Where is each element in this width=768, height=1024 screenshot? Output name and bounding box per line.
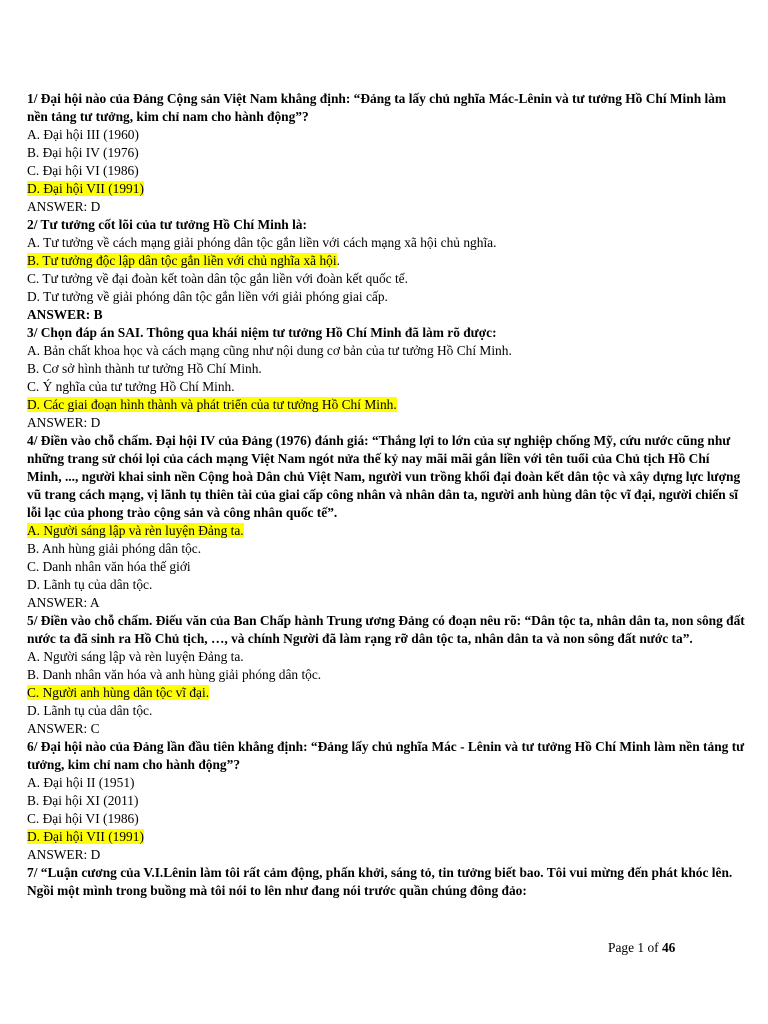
option-6b: B. Đại hội XI (2011) bbox=[27, 793, 139, 808]
option-6c: C. Đại hội VI (1986) bbox=[27, 811, 139, 826]
option-1d-highlighted: D. Đại hội VII (1991) bbox=[27, 181, 144, 196]
option-4c: C. Danh nhân văn hóa thế giới bbox=[27, 559, 191, 574]
option-6d-highlighted: D. Đại hội VII (1991) bbox=[27, 829, 144, 844]
option-6a: A. Đại hội II (1951) bbox=[27, 775, 135, 790]
answer-4: ANSWER: A bbox=[27, 595, 100, 610]
option-4a-highlighted: A. Người sáng lập và rèn luyện Đảng ta. bbox=[27, 523, 244, 538]
question-2: 2/ Tư tưởng cốt lõi của tư tưởng Hồ Chí Minh là: bbox=[27, 217, 307, 232]
question-1: 1/ Đại hội nào của Đảng Cộng sản Việt Nam khẳng định: “Đảng ta lấy chủ nghĩa Mác-Lênin và tư tưởng Hồ Chí Minh làm nền tảng tư tưởng, kim chỉ nam cho hành động”? bbox=[27, 91, 727, 124]
option-1c: C. Đại hội VI (1986) bbox=[27, 163, 139, 178]
question-7: 7/ “Luận cương của V.I.Lênin làm tôi rất cảm động, phấn khởi, sáng tỏ, tin tưởng biết bao. Tôi vui mừng đến phát khóc lên. Ngồi một mình trong buồng mà tôi nói to lên như đang nói trước quần chúng đông đảo: bbox=[27, 865, 733, 898]
page-label: Page bbox=[608, 940, 635, 955]
answer-2: ANSWER: B bbox=[27, 307, 103, 322]
question-4: 4/ Điền vào chỗ chấm. Đại hội IV của Đảng (1976) đánh giá: “Thắng lợi to lớn của sự nghiệp chống Mỹ, cứu nước cũng như những trang sử chói lọi của cách mạng Việt Nam ngót nửa thế kỷ nay mãi mãi gắn liền với tên tuổi của Chủ tịch Hồ Chí Minh, ..., người khai sinh nền Cộng hoà Dân chủ Việt Nam, người vun trồng khối đại đoàn kết dân tộc và xây dựng lực lượng vũ trang cách mạng, vị lãnh tụ thiên tài của giai cấp công nhân và nhân dân ta, người anh hùng dân tộc vĩ đại, người chiến sĩ lỗi lạc của phong trào cộng sản và công nhân quốc tế”. bbox=[27, 433, 741, 520]
option-5c-highlighted: C. Người anh hùng dân tộc vĩ đại. bbox=[27, 685, 210, 700]
page-footer bbox=[608, 940, 675, 956]
question-5: 5/ Điền vào chỗ chấm. Điếu văn của Ban Chấp hành Trung ương Đảng có đoạn nêu rõ: “Dân tộc ta, nhân dân ta, non sông đất nước ta đã sinh ra Hồ Chủ tịch, …, và chính Người đã làm rạng rỡ dân tộc ta, nhân dân ta và non sông đất nước ta”. bbox=[27, 613, 745, 646]
option-3c: C. Ý nghĩa của tư tưởng Hồ Chí Minh. bbox=[27, 379, 235, 394]
of-label: of bbox=[647, 940, 659, 955]
option-3d-highlighted: D. Các giai đoạn hình thành và phát triển của tư tưởng Hồ Chí Minh. bbox=[27, 397, 397, 412]
option-2d: D. Tư tưởng về giải phóng dân tộc gắn liền với giải phóng giai cấp. bbox=[27, 289, 388, 304]
option-5a: A. Người sáng lập và rèn luyện Đảng ta. bbox=[27, 649, 244, 664]
question-3: 3/ Chọn đáp án SAI. Thông qua khái niệm tư tưởng Hồ Chí Minh đã làm rõ được: bbox=[27, 325, 497, 340]
option-5d: D. Lãnh tụ của dân tộc. bbox=[27, 703, 153, 718]
answer-3: ANSWER: D bbox=[27, 415, 101, 430]
page-number: 1 bbox=[637, 940, 645, 955]
option-2a: A. Tư tưởng về cách mạng giải phóng dân tộc gắn liền với cách mạng xã hội chủ nghĩa. bbox=[27, 235, 497, 250]
option-1a: A. Đại hội III (1960) bbox=[27, 127, 139, 142]
answer-1: ANSWER: D bbox=[27, 199, 101, 214]
option-2c: C. Tư tưởng về đại đoàn kết toàn dân tộc gắn liền với đoàn kết quốc tế. bbox=[27, 271, 408, 286]
document-body: 1/ Đại hội nào của Đảng Cộng sản Việt Nam khẳng định: “Đảng ta lấy chủ nghĩa Mác-Lênin và tư tưởng Hồ Chí Minh làm nền tảng tư tưởng, kim chỉ nam cho hành động”? A. Đại hội III (1960) B. Đại hội IV (1976) C. Đại hội VI (1986) D. Đại hội VII (1991) ANSWER: D 2/ Tư tưởng cốt lõi của tư tưởng Hồ Chí Minh là: A. Tư tưởng về cách mạng giải phóng dân tộc gắn liền với cách mạng xã hội chủ nghĩa. B. Tư tưởng độc lập dân tộc gắn liền với chủ nghĩa xã hội. C. Tư tưởng về đại đoàn kết toàn dân tộc gắn liền với đoàn kết quốc tế. D. Tư tưởng về giải phóng dân tộc gắn liền với giải phóng giai cấp. ANSWER: B 3/ Chọn đáp án SAI. Thông qua khái niệm tư tưởng Hồ Chí Minh đã làm rõ được: A. Bản chất khoa học và cách mạng cũng như nội dung cơ bản của tư tưởng Hồ Chí Minh. B. Cơ sở hình thành tư tưởng Hồ Chí Minh. C. Ý nghĩa của tư tưởng Hồ Chí Minh. D. Các giai đoạn hình thành và phát triển của tư tưởng Hồ Chí Minh. ANSWER: D 4/ Điền vào chỗ chấm. Đại hội IV của Đảng (1976) đánh giá: “Thắng lợi to lớn của sự nghiệp chống Mỹ, cứu nước cũng như những trang sử chói lọi của cách mạng Việt Nam ngót nửa thế kỷ nay mãi mãi gắn liền với tên tuổi của Chủ tịch Hồ Chí Minh, ..., người khai sinh nền Cộng hoà Dân chủ Việt Nam, người vun trồng khối đại đoàn kết dân tộc và xây dựng lực lượng vũ trang cách mạng, vị lãnh tụ thiên tài của giai cấp công nhân và nhân dân ta, người anh hùng dân tộc vĩ đại, người chiến sĩ lỗi lạc của phong trào cộng sản và công nhân quốc tế”. A. Người sáng lập và rèn luyện Đảng ta. B. Anh hùng giải phóng dân tộc. C. Danh nhân văn hóa thế giới D. Lãnh tụ của dân tộc. ANSWER: A 5/ Điền vào chỗ chấm. Điếu văn của Ban Chấp hành Trung ương Đảng có đoạn nêu rõ: “Dân tộc ta, nhân dân ta, non sông đất nước ta đã sinh ra Hồ Chủ tịch, …, và chính Người đã làm rạng rỡ dân tộc ta, nhân dân ta và non sông đất nước ta”. A. Người sáng lập và rèn luyện Đảng ta. B. Danh nhân văn hóa và anh hùng giải phóng dân tộc. C. Người anh hùng dân tộc vĩ đại. D. Lãnh tụ của dân tộc. ANSWER: C 6/ Đại hội nào của Đảng lần đầu tiên khẳng định: “Đảng lấy chủ nghĩa Mác - Lênin và tư tưởng Hồ Chí Minh làm nền tảng tư tưởng, kim chỉ nam cho hành động”? A. Đại hội II (1951) B. Đại hội XI (2011) C. Đại hội VI (1986) D. Đại hội VII (1991) ANSWER: D 7/ “Luận cương của V.I.Lênin làm tôi rất cảm động, phấn khởi, sáng tỏ, tin tưởng biết bao. Tôi vui mừng đến phát khóc lên. Ngồi một mình trong buồng mà tôi nói to lên như đang nói trước quần chúng đông đảo: bbox=[27, 91, 745, 898]
option-4b: B. Anh hùng giải phóng dân tộc. bbox=[27, 541, 202, 556]
option-5b: B. Danh nhân văn hóa và anh hùng giải phóng dân tộc. bbox=[27, 667, 322, 682]
option-3b: B. Cơ sở hình thành tư tưởng Hồ Chí Minh. bbox=[27, 361, 262, 376]
answer-5: ANSWER: C bbox=[27, 721, 100, 736]
option-3a: A. Bản chất khoa học và cách mạng cũng như nội dung cơ bản của tư tưởng Hồ Chí Minh. bbox=[27, 343, 512, 358]
answer-6: ANSWER: D bbox=[27, 847, 101, 862]
question-6: 6/ Đại hội nào của Đảng lần đầu tiên khẳng định: “Đảng lấy chủ nghĩa Mác - Lênin và tư tưởng Hồ Chí Minh làm nền tảng tư tưởng, kim chỉ nam cho hành động”? bbox=[27, 739, 745, 772]
option-1b: B. Đại hội IV (1976) bbox=[27, 145, 139, 160]
option-4d: D. Lãnh tụ của dân tộc. bbox=[27, 577, 153, 592]
option-2b-highlighted: B. Tư tưởng độc lập dân tộc gắn liền với chủ nghĩa xã hội bbox=[27, 253, 337, 268]
page-total: 46 bbox=[661, 940, 676, 955]
